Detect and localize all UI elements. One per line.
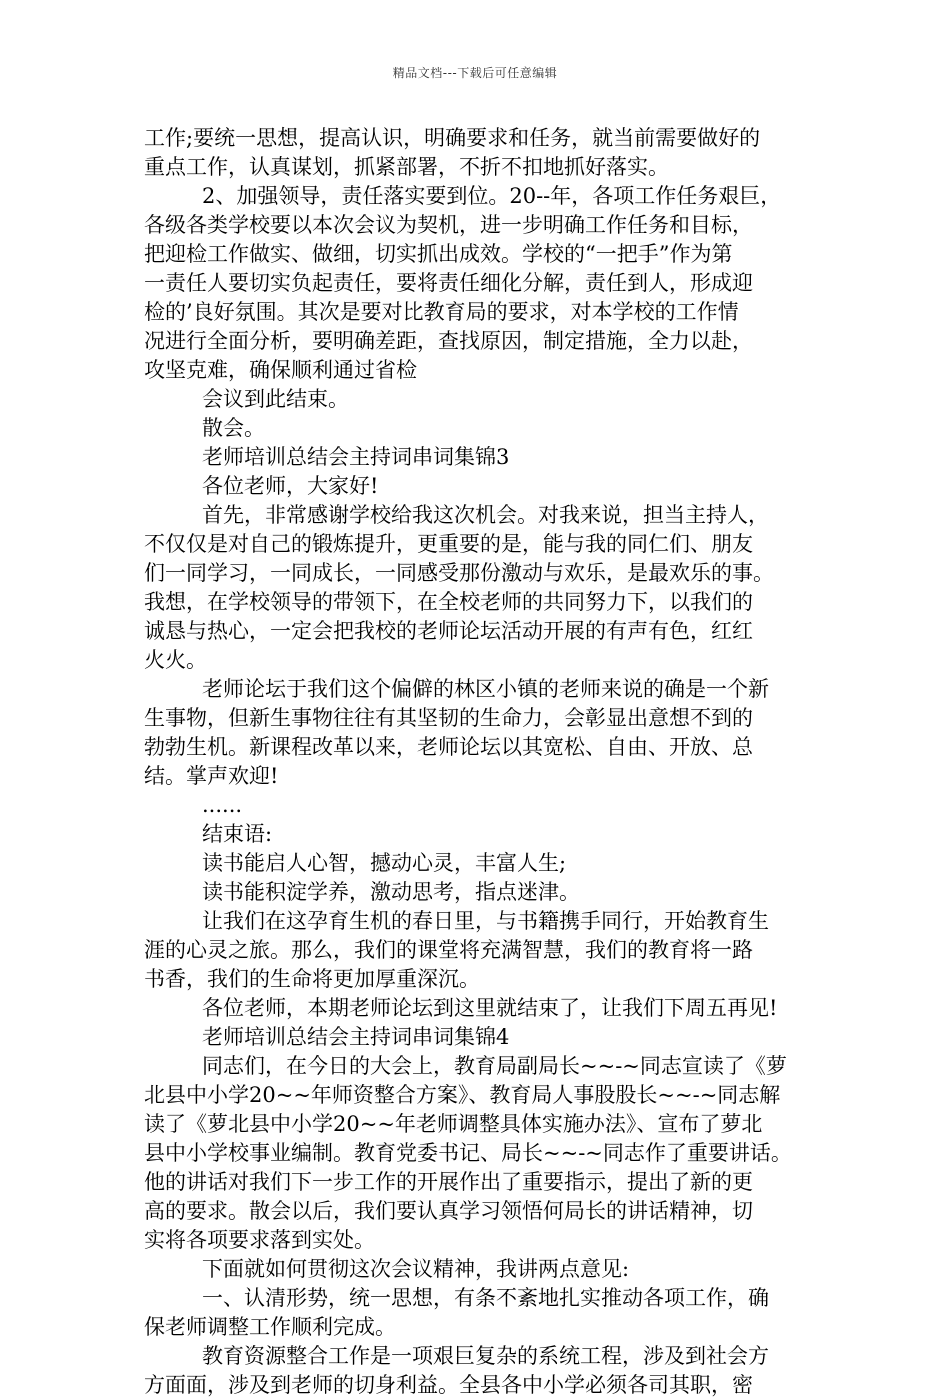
text-line: 书香，我们的生命将更加厚重深沉。 [144,967,480,991]
text-line: 读书能启人心智，撼动心灵，丰富人生; [202,851,567,875]
text-line: 下面就如何贯彻这次会议精神，我讲两点意见: [202,1257,630,1281]
text-line: 把迎检工作做实、做细，切实抓出成效。学校的“一把手”作为第 [144,242,733,266]
text-line: 老师培训总结会主持词串词集锦4 [202,1025,510,1049]
text-line: 火火。 [144,648,207,672]
text-line: 他的讲话对我们下一步工作的开展作出了重要指示，提出了新的更 [144,1170,753,1194]
text-line: 不仅仅是对自己的锻炼提升，更重要的是，能与我的同仁们、朋友 [144,532,753,556]
text-line: 攻坚克难，确保顺利通过省检 [144,358,417,382]
text-line: 方面面，涉及到老师的切身利益。全县各中小学必须各司其职，密 [144,1373,753,1397]
text-line: 老师论坛于我们这个偏僻的林区小镇的老师来说的确是一个新 [202,677,769,701]
text-line: 让我们在这孕育生机的春日里，与书籍携手同行，开始教育生 [202,909,769,933]
text-line: 北县中小学20~~年师资整合方案》、教育局人事股股长~~-~同志解 [144,1083,781,1107]
text-line: 2、加强领导，责任落实要到位。20--年，各项工作任务艰巨， [202,184,782,208]
text-line: 高的要求。散会以后，我们要认真学习领悟何局长的讲话精神，切 [144,1199,753,1223]
text-line: 诚恳与热心，一定会把我校的老师论坛活动开展的有声有色，红红 [144,619,753,643]
text-line: 各位老师，大家好! [202,474,379,498]
text-line: 老师培训总结会主持词串词集锦3 [202,445,510,469]
text-line: 一责任人要切实负起责任，要将责任细化分解，责任到人，形成迎 [144,271,753,295]
text-line: 况进行全面分析，要明确差距，查找原因，制定措施，全力以赴， [144,329,753,353]
text-line: 首先，非常感谢学校给我这次机会。对我来说，担当主持人， [202,503,769,527]
text-line: 结。掌声欢迎! [144,764,279,788]
text-line: 们一同学习，一同成长，一同感受那份激动与欢乐，是最欢乐的事。 [144,561,774,585]
text-line: 实将各项要求落到实处。 [144,1228,375,1252]
text-line: 读书能积淀学养，激动思考，指点迷津。 [202,880,580,904]
text-line: 勃勃生机。新课程改革以来，老师论坛以其宽松、自由、开放、总 [144,735,753,759]
text-line: ...... [202,793,243,817]
text-line: 保老师调整工作顺利完成。 [144,1315,396,1339]
text-line: 重点工作，认真谋划，抓紧部署，不折不扣地抓好落实。 [144,155,669,179]
text-line: 生事物，但新生事物往往有其坚韧的生命力，会彰显出意想不到的 [144,706,753,730]
text-line: 工作;要统一思想，提高认识，明确要求和任务，就当前需要做好的 [144,126,761,150]
text-line: 散会。 [202,416,265,440]
text-line: 各位老师，本期老师论坛到这里就结束了，让我们下周五再见! [202,996,778,1020]
text-line: 县中小学校事业编制。教育党委书记、局长~~-~同志作了重要讲话。 [144,1141,792,1165]
text-line: 各级各类学校要以本次会议为契机，进一步明确工作任务和目标， [144,213,753,237]
text-line: 涯的心灵之旅。那么，我们的课堂将充满智慧，我们的教育将一路 [144,938,753,962]
text-line: 我想，在学校领导的带领下，在全校老师的共同努力下，以我们的 [144,590,753,614]
text-line: 教育资源整合工作是一项艰巨复杂的系统工程，涉及到社会方 [202,1344,769,1368]
text-line: 检的’良好氛围。其次是要对比教育局的要求，对本学校的工作情 [144,300,739,324]
text-line: 结束语: [202,822,273,846]
document-body [144,124,828,1400]
text-line: 会议到此结束。 [202,387,349,411]
text-line: 读了《萝北县中小学20~~年老师调整具体实施办法》、宣布了萝北 [144,1112,763,1136]
text-line: 同志们，在今日的大会上，教育局副局长~~-~同志宣读了《萝 [202,1054,787,1078]
page-header: 精品文档---下载后可任意编辑 [392,66,558,80]
text-line: 一、认清形势，统一思想，有条不紊地扎实推动各项工作，确 [202,1286,769,1310]
